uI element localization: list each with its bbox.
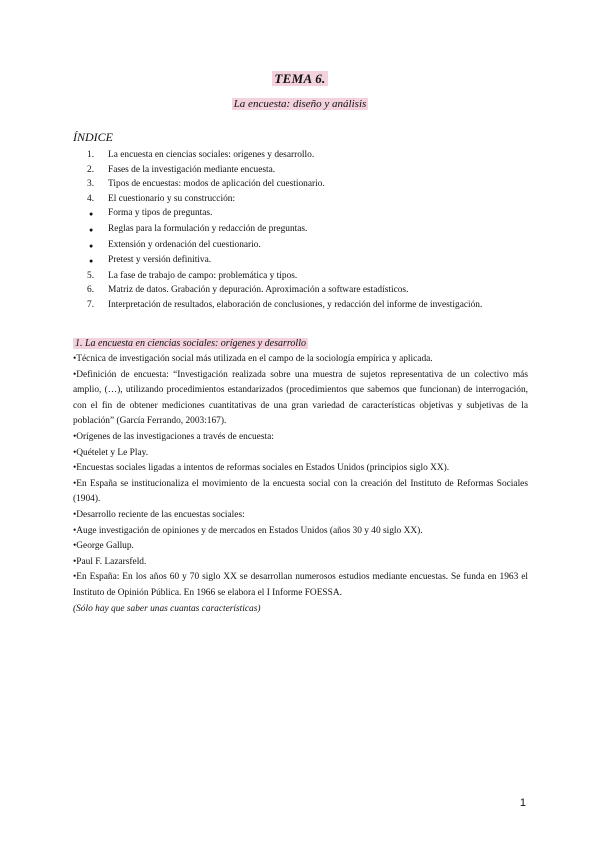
index-item-text: La encuesta en ciencias sociales: orígenes y desarrollo. xyxy=(108,150,315,160)
bullet-icon: ● xyxy=(89,225,94,234)
index-item-text: Interpretación de resultados, elaboración de conclusiones, y redacción del informe de investigación. xyxy=(108,299,483,310)
index-item-number: 7. xyxy=(87,299,95,310)
bullet-icon: ● xyxy=(89,257,94,266)
index-item xyxy=(73,163,528,178)
index-subitem xyxy=(73,238,528,254)
section-heading-text: 1. La encuesta en ciencias sociales: orígenes y desarrollo xyxy=(75,338,306,349)
bullet-icon: ● xyxy=(89,241,94,250)
index-item xyxy=(73,192,528,207)
index-item-number: 1. xyxy=(87,150,95,160)
index-item-text: Tipos de encuestas: modos de aplicación del cuestionario. xyxy=(108,179,325,190)
section-heading xyxy=(73,338,308,349)
paragraph: •George Gallup. xyxy=(73,541,134,552)
index-item xyxy=(73,269,528,284)
index-item-text: El cuestionario y su construcción: xyxy=(108,193,236,204)
paragraph: •Paul F. Lazarsfeld. xyxy=(73,556,147,567)
topic-subtitle xyxy=(0,98,600,110)
index-item-text: La fase de trabajo de campo: problemática y tipos. xyxy=(108,270,298,281)
study-note: (Sólo hay que saber unas cuantas características) xyxy=(73,603,261,614)
index-item xyxy=(73,148,528,163)
paragraph: •Quételet y Le Play. xyxy=(73,447,149,458)
index-subitem xyxy=(73,206,528,222)
paragraph: •Técnica de investigación social más utilizada en el campo de la sociología empírica y aplicada. xyxy=(73,354,433,364)
paragraph: •Desarrollo reciente de las encuestas sociales: xyxy=(73,509,245,520)
index-subitem xyxy=(73,253,528,269)
paragraph: •Orígenes de las investigaciones a través de encuesta: xyxy=(73,431,274,442)
page-number: 1 xyxy=(519,797,526,809)
paragraph: •En España: En los años 60 y 70 siglo XX se desarrollan numerosos estudios mediante encuestas. Se funda en 1963 el Instituto de Opinión Pública. En 1966 se elabora el I Informe FOESSA. xyxy=(73,572,528,598)
index-item-text: Fases de la investigación mediante encuesta. xyxy=(108,164,276,175)
index-item xyxy=(73,298,528,313)
index-list xyxy=(73,148,528,313)
paragraph: •Auge investigación de opiniones y de mercados en Estados Unidos (años 30 y 40 siglo XX). xyxy=(73,525,423,536)
index-item-number: 5. xyxy=(87,270,95,281)
index-item-number: 6. xyxy=(87,285,95,296)
index-subitem xyxy=(73,222,528,238)
index-item-number: 2. xyxy=(87,164,95,175)
paragraph: •Encuestas sociales ligadas a intentos de reformas sociales en Estados Unidos (principios siglo XX). xyxy=(73,463,450,474)
topic-subtitle-text: La encuesta: diseño y análisis xyxy=(233,98,367,110)
bullet-icon: ● xyxy=(89,210,94,219)
index-item-text: Pretest y versión definitiva. xyxy=(108,255,212,266)
index-item-number: 4. xyxy=(87,193,95,204)
section-body xyxy=(73,352,528,617)
index-item-text: Reglas para la formulación y redacción de preguntas. xyxy=(108,223,308,234)
topic-title-text: TEMA 6. xyxy=(274,71,326,86)
paragraph: •En España se institucionaliza el movimiento de la encuesta social con la creación del Instituto de Reformas Sociales (1904). xyxy=(73,478,528,505)
index-item-text: Matriz de datos. Grabación y depuración. Aproximación a software estadísticos. xyxy=(108,285,409,296)
index-heading: ÍNDICE xyxy=(73,130,113,144)
index-item-text: Extensión y ordenación del cuestionario. xyxy=(108,239,261,250)
index-item-text: Forma y tipos de preguntas. xyxy=(108,208,213,219)
index-item-number: 3. xyxy=(87,179,95,190)
topic-title xyxy=(0,71,600,87)
index-item xyxy=(73,177,528,192)
index-item xyxy=(73,283,528,298)
paragraph: •Definición de encuesta: “Investigación realizada sobre una muestra de sujetos representativa de un colectivo más amplio, (…), utilizando procedimientos estandarizados (procedimientos que sabemos que funcionan) de interrogación, con el fin de obtener mediciones cuantitativas de una gran variedad de características objetivas y subjetivas de la población” (García Ferrando, 2003:167). xyxy=(73,369,528,427)
